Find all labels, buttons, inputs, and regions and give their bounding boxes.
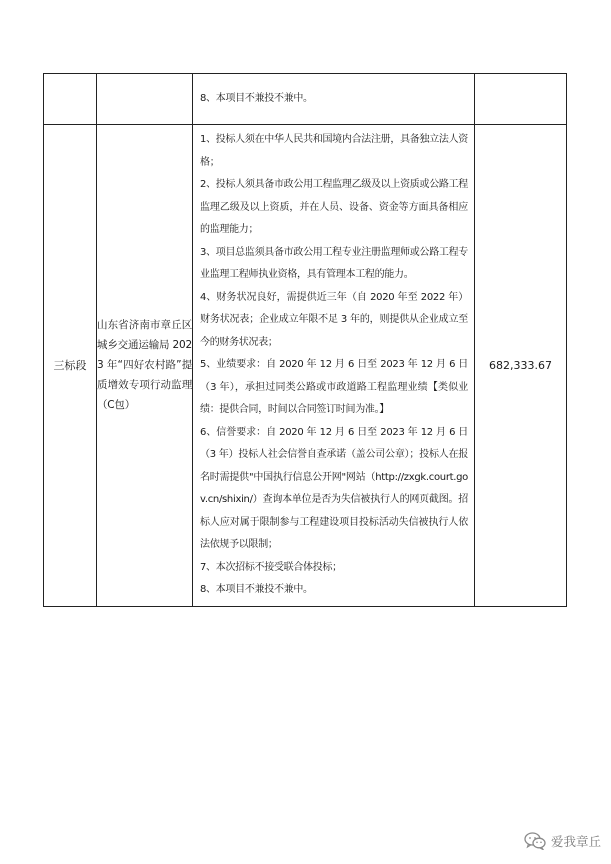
requirement-item: 7、本次招标不接受联合体投标； [200,561,342,573]
requirement-item: 6、信誉要求：自 2020 年 12 月 6 日至 2023 年 12 月 6 日（3 年）投标人社会信誉自查承诺（盖公司公章）；投标人在报名时需提供"中国执行信息公开网"网站（http://zxgk.court.gov.cn/shixin/）查询本单位是否为失信被执行人的网页截图。招标人应对属于限制参与工程建设项目投标活动失信被执行人依法依规予以限制； [200,426,468,550]
requirement-item: 8、本项目不兼投不兼中。 [200,584,313,595]
watermark [524,832,601,850]
table-row [44,125,567,607]
bid-table [43,73,567,607]
table-row [44,74,567,125]
watermark-text: 爱我章丘 [550,834,601,849]
project-name-cell [97,74,193,125]
project-name: 山东省济南市章丘区城乡交通运输局 2023 年“四好农村路”提质增效专项行动监理（C包） [97,125,193,607]
requirement-item: 4、财务状况良好，需提供近三年（自 2020 年至 2022 年）财务状况表；企业成立年限不足 3 年的，则提供从企业成立至今的财务状况表； [200,291,468,348]
requirement-item: 3、项目总监须具备市政公用工程专业注册监理师或公路工程专业监理工程师执业资格，具有管理本工程的能力。 [200,246,468,280]
requirement-item: 5、业绩要求：自 2020 年 12 月 6 日至 2023 年 12 月 6 日（3 年），承担过同类公路或市政道路工程监理业绩【类似业绩：提供合同，时间以合同签订时间为准。】 [200,359,468,415]
requirement-item: 2、投标人须具备市政公用工程监理乙级及以上资质或公路工程监理乙级及以上资质，并在人员、设备、资金等方面具备相应的监理能力； [200,179,468,235]
requirements-cell [193,74,475,125]
amount-cell [475,74,567,125]
segment-label: 三标段 [44,125,97,607]
amount-value: 682,333.67 [475,125,567,607]
requirements-cell [193,125,475,607]
requirements-list [193,125,474,606]
requirement-item: 1、投标人须在中华人民共和国境内合法注册，具备独立法人资格； [200,134,468,168]
requirement-item: 8、本项目不兼投不兼中。 [200,92,313,104]
wechat-icon [524,832,546,850]
segment-cell [44,74,97,125]
